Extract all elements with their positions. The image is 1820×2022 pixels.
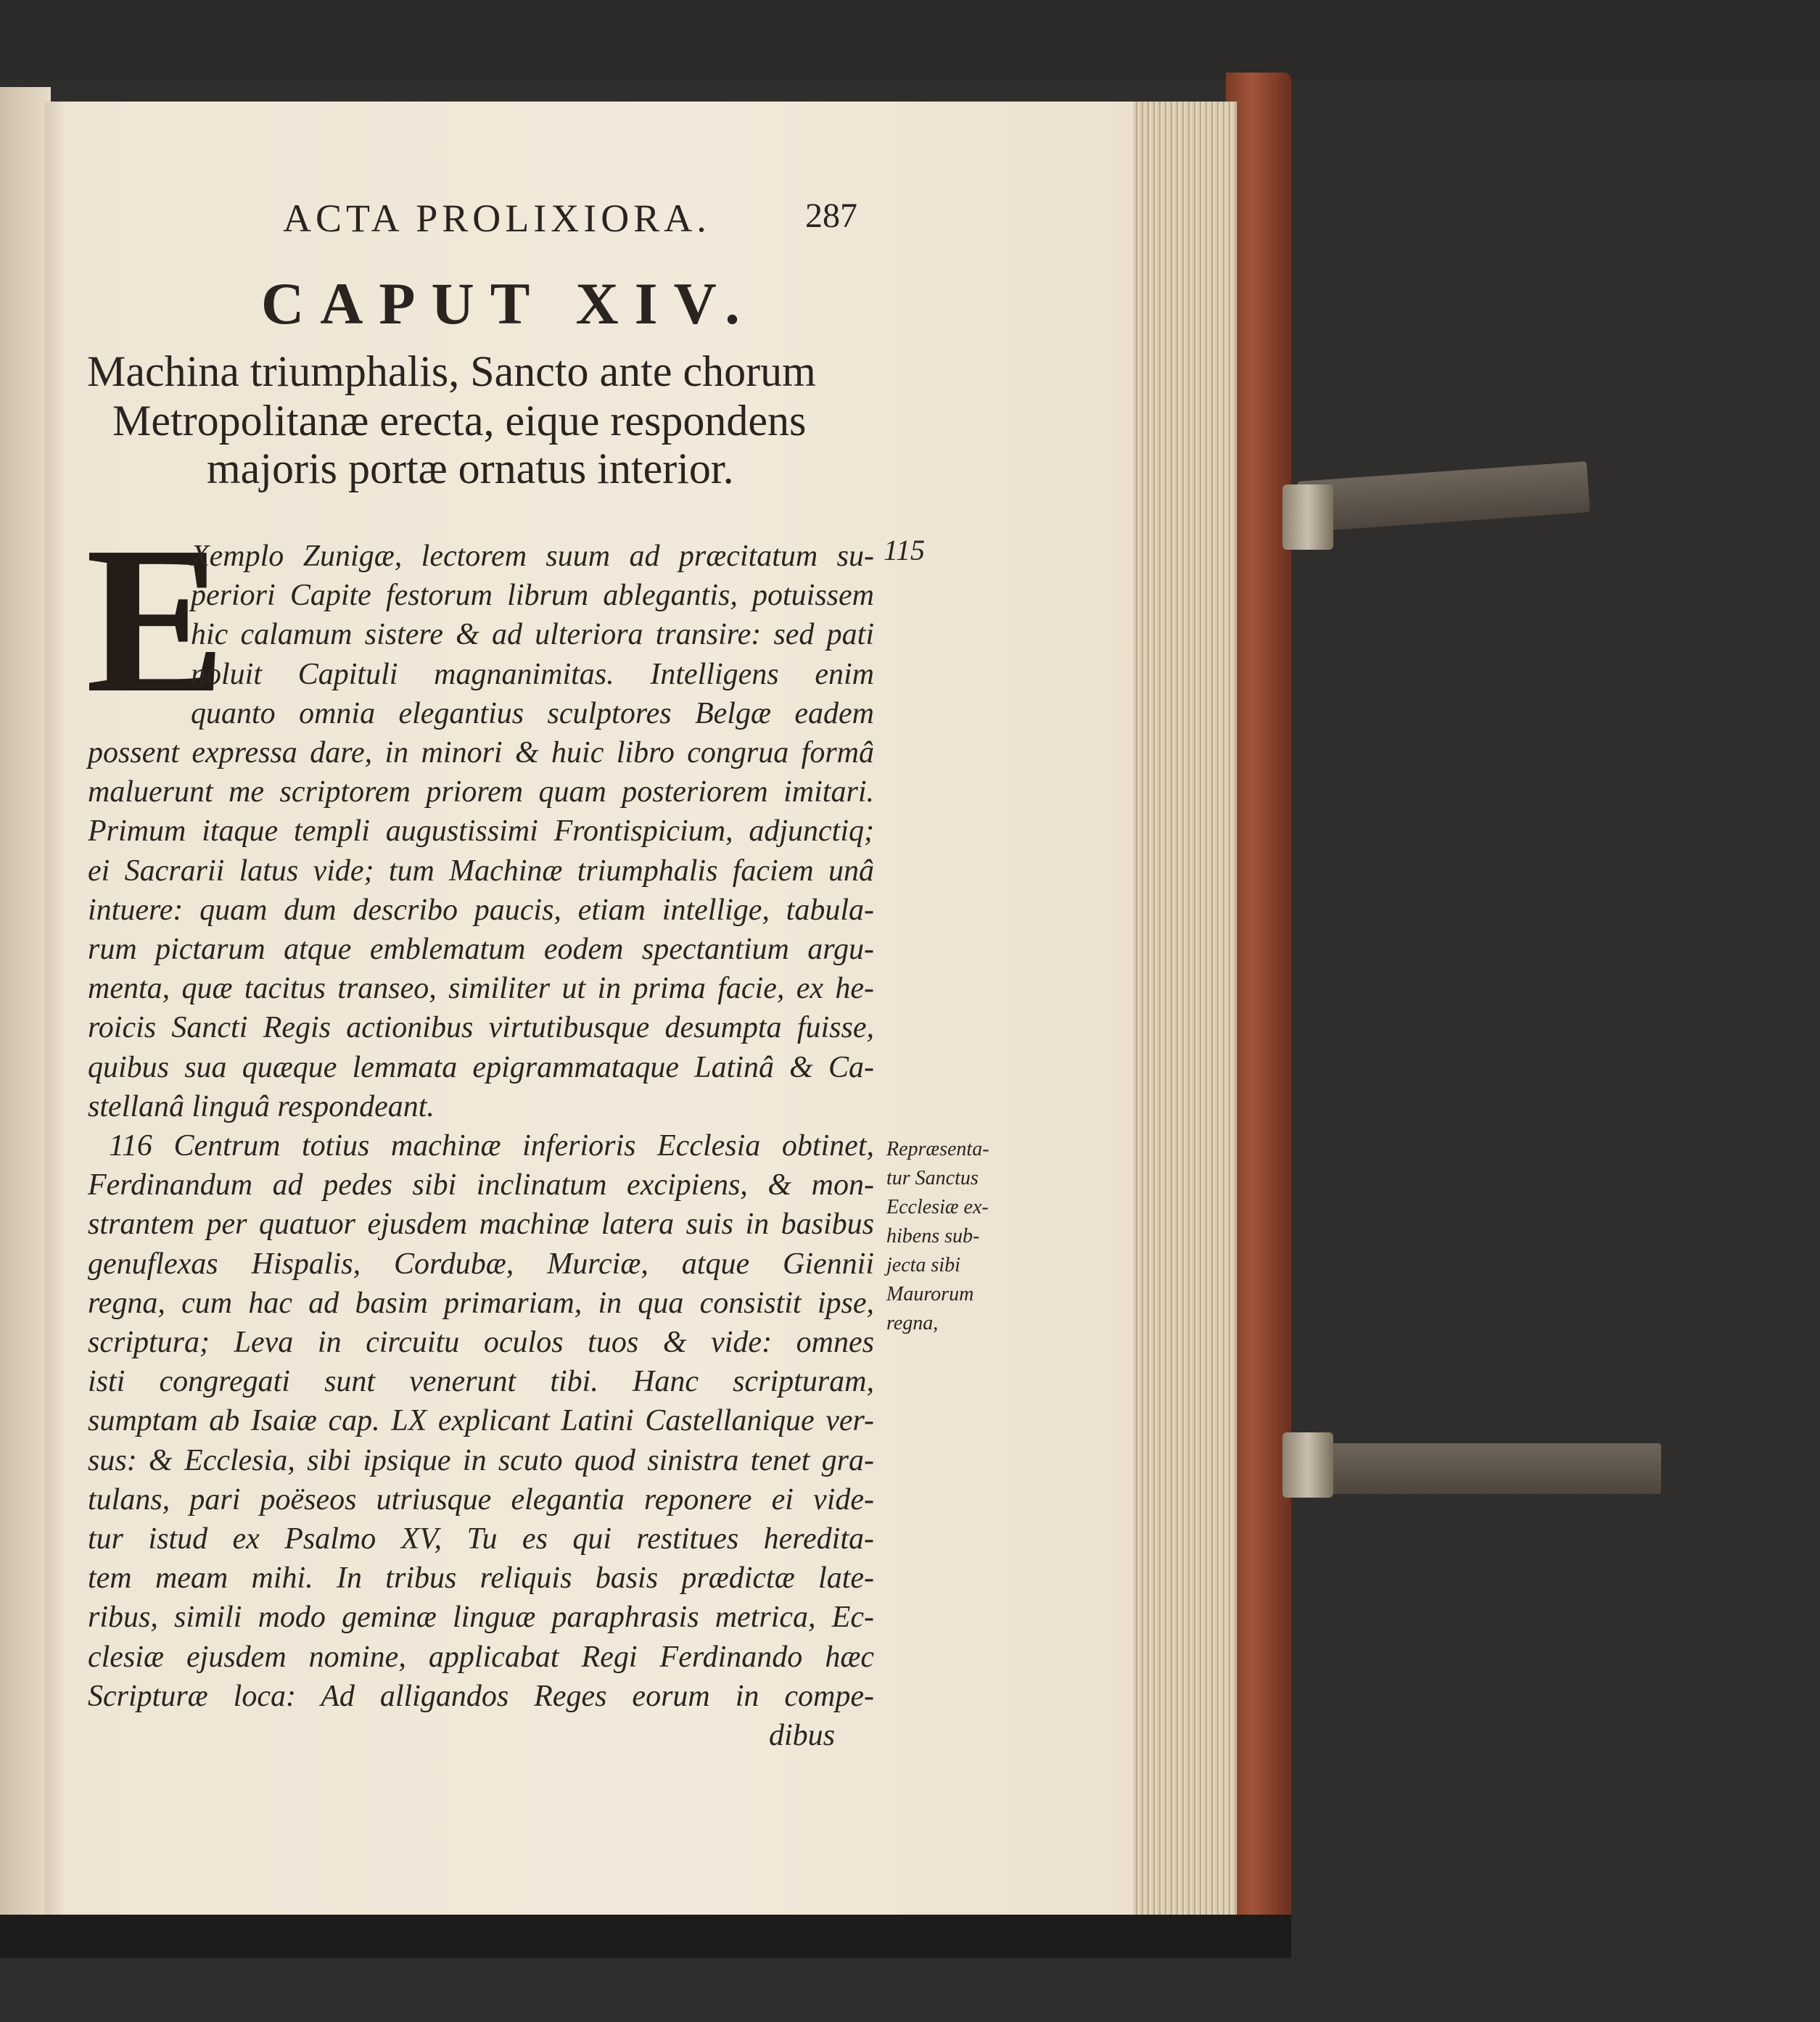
body-line: periori Capite festorum librum ablegantis, potuissem xyxy=(191,579,874,613)
margin-note-line: Maurorum xyxy=(886,1283,974,1305)
page-number: 287 xyxy=(805,197,857,235)
body-line: intuere: quam dum describo paucis, etiam intellige, tabula- xyxy=(88,893,874,927)
body-line: strantem per quatuor ejusdem machinæ latera suis in basibus xyxy=(88,1208,874,1242)
clasp-hinge-bottom xyxy=(1282,1432,1333,1498)
body-line: possent expressa dare, in minori & huic libro congrua formâ xyxy=(88,736,874,769)
margin-note-line: regna, xyxy=(886,1312,939,1334)
margin-note-line: tur Sanctus xyxy=(886,1167,979,1189)
body-line: clesiæ ejusdem nomine, applicabat Regi Ferdinando hæc xyxy=(88,1640,874,1674)
body-line: tulans, pari poëseos utriusque elegantia reponere ei vide- xyxy=(88,1482,874,1516)
clasp-strap-top xyxy=(1297,461,1590,532)
body-line: quibus sua quæque lemmata epigrammataque Latinâ & Ca- xyxy=(88,1050,874,1084)
left-page-edge xyxy=(0,87,51,1922)
margin-note-line: hibens sub- xyxy=(886,1225,980,1247)
margin-note-line: Ecclesiæ ex- xyxy=(886,1196,989,1218)
running-head: ACTA PROLIXIORA. xyxy=(283,197,711,240)
body-line: sus: & Ecclesia, sibi ipsique in scuto quod sinistra tenet gra- xyxy=(88,1443,874,1477)
margin-note-line: Repræsenta- xyxy=(886,1138,989,1160)
body-line: Xemplo Zunigæ, lectorem suum ad præcitatum su- xyxy=(191,540,874,573)
body-line: 116 Centrum totius machinæ inferioris Ecclesia obtinet, xyxy=(109,1129,874,1163)
chapter-subtitle-line: Machina triumphalis, Sancto ante chorum xyxy=(87,347,816,395)
body-line: sumptam ab Isaiæ cap. LX explicant Latini Castellanique ver- xyxy=(88,1404,874,1438)
body-line: dibus xyxy=(769,1719,836,1752)
background xyxy=(0,0,1820,80)
body-line: Scripturæ loca: Ad alligandos Reges eorum in compe- xyxy=(88,1679,874,1713)
page-edges xyxy=(1128,102,1237,1915)
chapter-subtitle-line: majoris portæ ornatus interior. xyxy=(207,445,734,492)
body-line: roicis Sancti Regis actionibus virtutibusque desumpta fuisse, xyxy=(88,1011,874,1045)
body-line: noluit Capituli magnanimitas. Intelligens enim xyxy=(191,657,874,691)
body-line: scriptura; Leva in circuitu oculos tuos & vide: omnes xyxy=(88,1326,874,1359)
body-line: rum pictarum atque emblematum eodem spectantium argu- xyxy=(88,933,874,966)
body-line: stellanâ linguâ respondeant. xyxy=(88,1089,435,1123)
body-line: menta, quæ tacitus transeo, similiter ut in prima facie, ex he- xyxy=(88,972,874,1006)
margin-note-line: jecta sibi xyxy=(886,1254,960,1276)
body-line: genuflexas Hispalis, Cordubæ, Murciæ, atque Giennii xyxy=(88,1247,874,1281)
clasp-strap-bottom xyxy=(1298,1443,1661,1494)
body-line: tem meam mihi. In tribus reliquis basis prædictæ late- xyxy=(88,1561,874,1596)
body-line: quanto omnia elegantius sculptores Belgæ eadem xyxy=(191,696,874,730)
drop-cap: E xyxy=(86,503,226,736)
body-line: regna, cum hac ad basim primariam, in qua consistit ipse, xyxy=(88,1286,874,1320)
body-line: maluerunt me scriptorem priorem quam posteriorem imitari. xyxy=(88,775,874,809)
body-line: ribus, simili modo geminæ linguæ paraphrasis metrica, Ec- xyxy=(88,1601,874,1635)
margin-paragraph-number: 115 xyxy=(884,534,926,566)
chapter-title: CAPUT XIV. xyxy=(261,271,756,337)
body-line: ei Sacrarii latus vide; tum Machinæ triumphalis faciem unâ xyxy=(88,854,874,888)
body-line: isti congregati sunt venerunt tibi. Hanc scripturam, xyxy=(88,1365,874,1399)
body-line: tur istud ex Psalmo XV, Tu es qui restitues hereditа- xyxy=(88,1522,874,1556)
clasp-hinge-top xyxy=(1282,484,1333,550)
body-line: hic calamum sistere & ad ulteriora transire: sed pati xyxy=(191,618,874,652)
body-line: Ferdinandum ad pedes sibi inclinatum excipiens, & mon- xyxy=(88,1168,874,1202)
book-bottom-shadow xyxy=(0,1915,1291,1958)
chapter-subtitle-line: Metropolitanæ erecta, eique respondens xyxy=(112,397,807,445)
body-line: Primum itaque templi augustissimi Frontispicium, adjunctiq; xyxy=(88,814,874,849)
